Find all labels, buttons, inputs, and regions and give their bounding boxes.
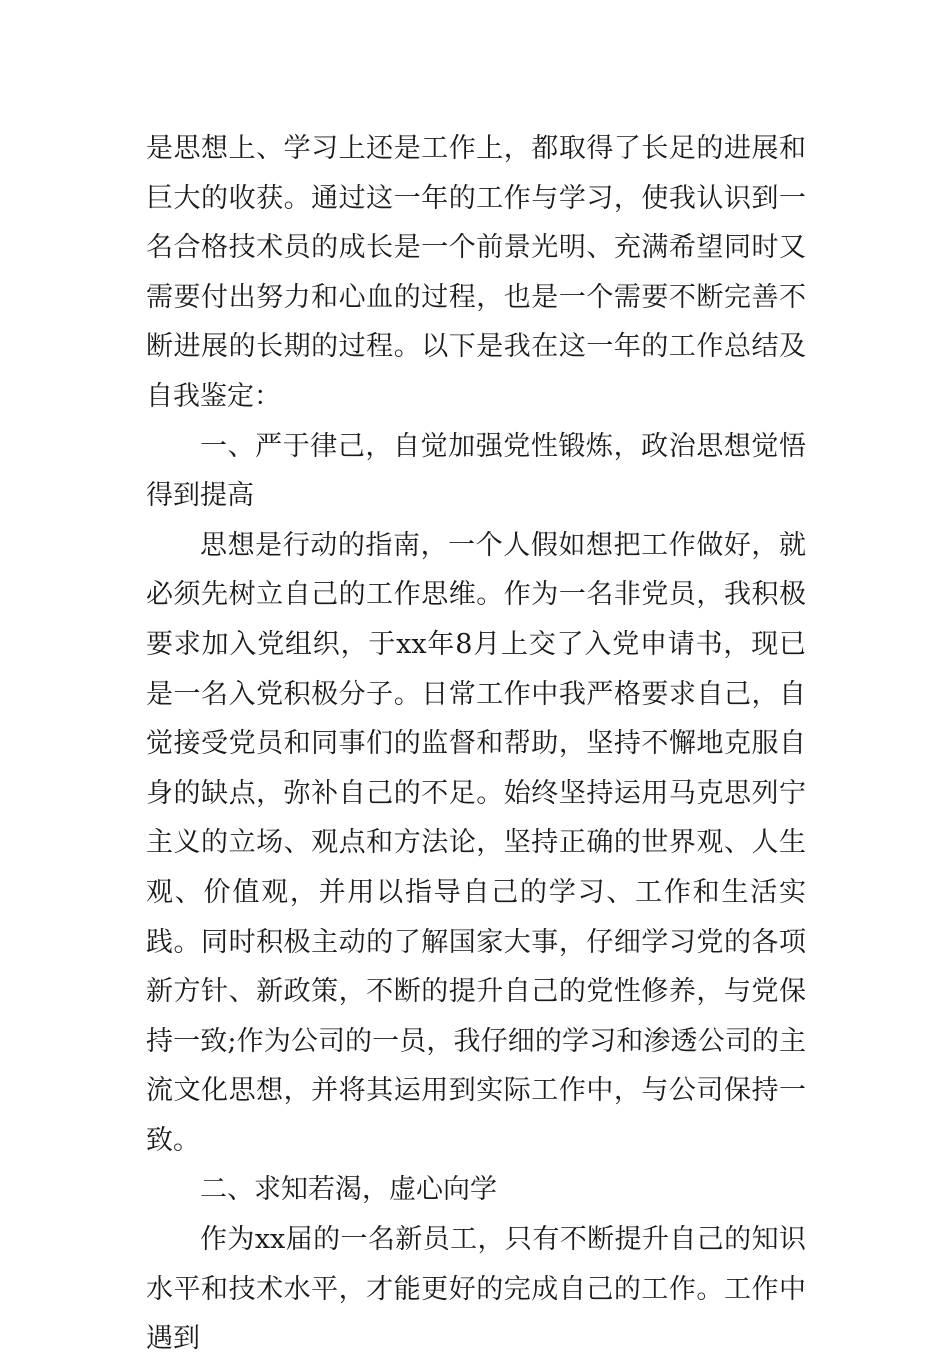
paragraph-political-thought: 思想是行动的指南，一个人假如想把工作做好，就必须先树立自己的工作思维。作为一名非党员，我积极要求加入党组织，于xx年8月上交了入党申请书，现已是一名入党积极分子。日常工作中我严格要求自己，自觉接受党员和同事们的监督和帮助，坚持不懈地克服自身的缺点，弥补自己的不足。始终坚持运用马克思列宁主义的立场、观点和方法论，坚持正确的世界观、人生观、价值观，并用以指导自己的学习、工作和生活实践。同时积极主动的了解国家大事，仔细学习党的各项新方针、新政策，不断的提升自己的党性修养，与党保持一致;作为公司的一员，我仔细的学习和渗透公司的主流文化思想，并将其运用到实际工作中，与公司保持一致。 bbox=[146, 529, 806, 1156]
paragraph-intro-continued: 是思想上、学习上还是工作上，都取得了长足的进展和巨大的收获。通过这一年的工作与学习，使我认识到一名合格技术员的成长是一个前景光明、充满希望同时又需要付出努力和心血的过程，也是一个需要不断完善不断进展的长期的过程。以下是我在这一年的工作总结及自我鉴定： bbox=[146, 133, 806, 412]
section-heading-1: 一、严于律己，自觉加强党性锻炼，政治思想觉悟得到提高 bbox=[146, 430, 806, 512]
document-page bbox=[146, 124, 806, 1364]
paragraph-learning: 作为xx届的一名新员工，只有不断提升自己的知识水平和技术水平，才能更好的完成自己的工作。工作中遇到 bbox=[146, 1224, 806, 1355]
section-heading-2: 二、求知若渴，虚心向学 bbox=[200, 1174, 497, 1206]
